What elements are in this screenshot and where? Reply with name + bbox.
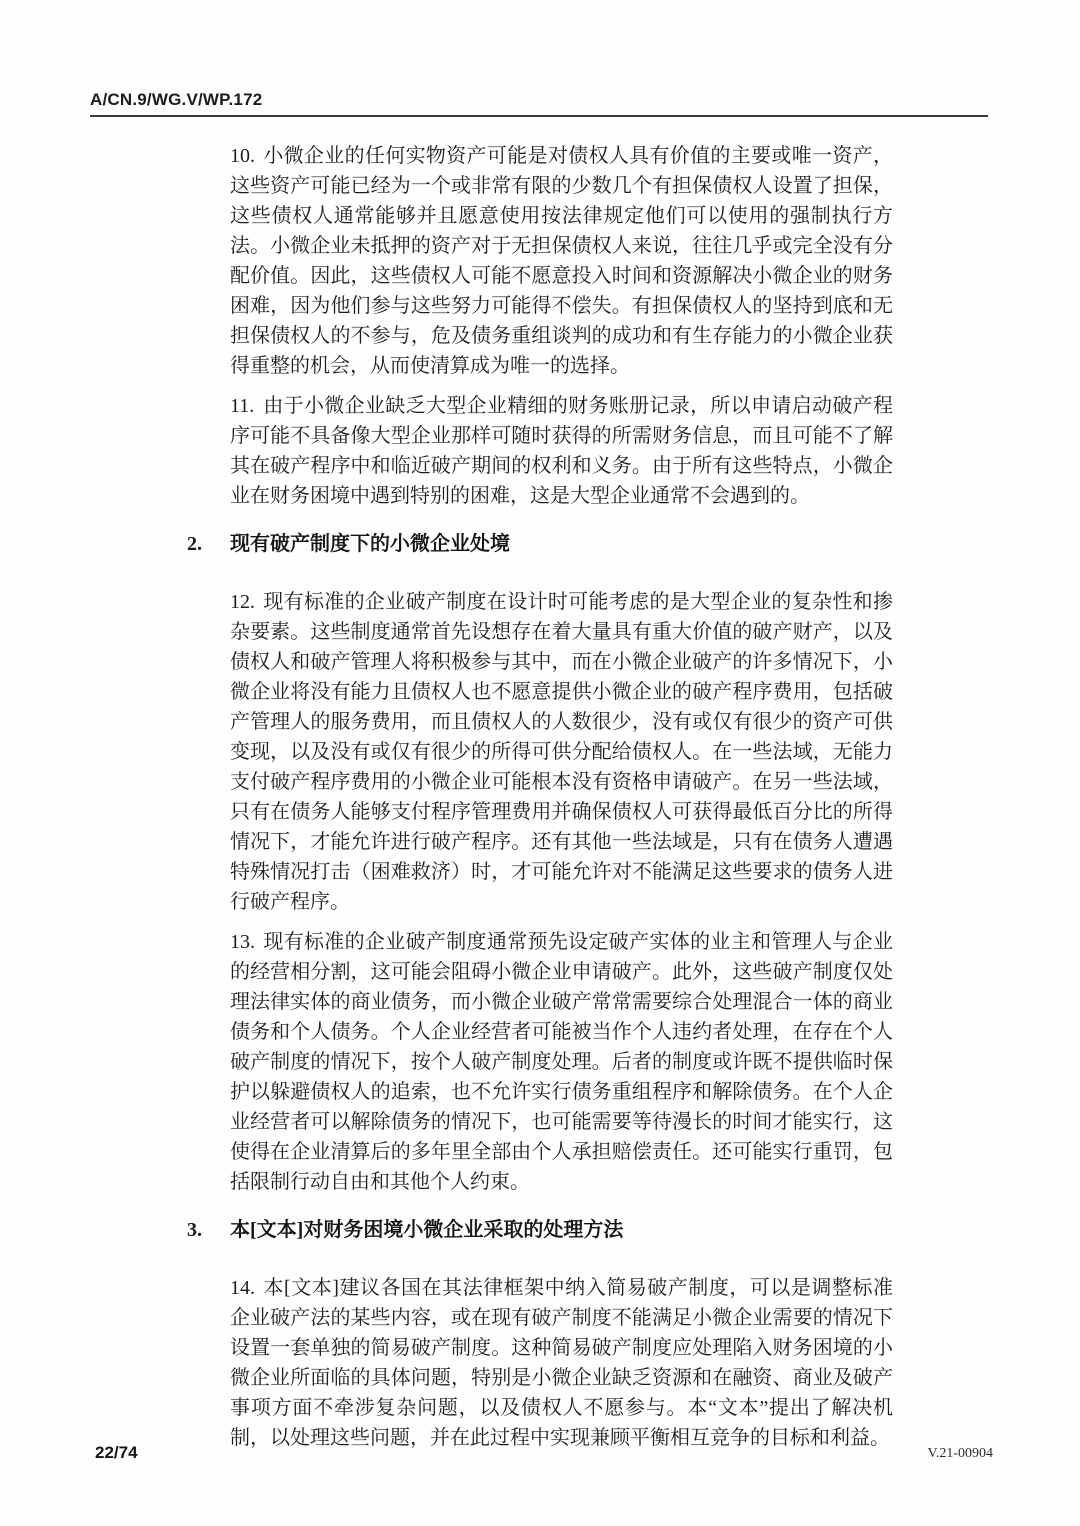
section-heading-3 <box>187 1215 893 1245</box>
section-2-title: 现有破产制度下的小微企业处境 <box>230 533 510 555</box>
paragraph-12 <box>230 587 893 917</box>
document-symbol: A/CN.9/WG.V/WP.172 <box>90 90 263 109</box>
paragraph-12-number: 12. <box>230 591 255 613</box>
paragraph-10-text: 小微企业的任何实物资产可能是对债权人具有价值的主要或唯一资产，这些资产可能已经为一个或非常有限的少数几个有担保债权人设置了担保，这些债权人通常能够并且愿意使用按法律规定他们可以使用的强制执行方法。小微企业未抵押的资产对于无担保债权人来说，往往几乎或完全没有分配价值。因此，这些债权人可能不愿意投入时间和资源解决小微企业的财务困难，因为他们参与这些努力可能得不偿失。有担保债权人的坚持到底和无担保债权人的不参与，危及债务重组谈判的成功和有生存能力的小微企业获得重整的机会，从而使清算成为唯一的选择。 <box>230 145 893 377</box>
paragraph-13 <box>230 927 893 1197</box>
header-rule <box>90 115 988 117</box>
document-id: V.21-00904 <box>927 1446 993 1461</box>
paragraph-13-text: 现有标准的企业破产制度通常预先设定破产实体的业主和管理人与企业的经营相分割，这可能会阻碍小微企业申请破产。此外，这些破产制度仅处理法律实体的商业债务，而小微企业破产常常需要综合处理混合一体的商业债务和个人债务。个人企业经营者可能被当作个人违约者处理，在存在个人破产制度的情况下，按个人破产制度处理。后者的制度或许既不提供临时保护以躲避债权人的追索，也不允许实行债务重组程序和解除债务。在个人企业经营者可以解除债务的情况下，也可能需要等待漫长的时间才能实行，这使得在企业清算后的多年里全部由个人承担赔偿责任。还可能实行重罚，包括限制行动自由和其他个人约束。 <box>230 931 893 1193</box>
paragraph-10 <box>230 141 893 381</box>
paragraph-13-number: 13. <box>230 931 255 953</box>
page-number: 22/74 <box>95 1443 138 1462</box>
paragraph-14 <box>230 1273 893 1453</box>
section-3-title: 本[文本]对财务困境小微企业采取的处理方法 <box>230 1219 624 1241</box>
paragraph-14-number: 14. <box>230 1277 255 1299</box>
paragraph-12-text: 现有标准的企业破产制度在设计时可能考虑的是大型企业的复杂性和掺杂要素。这些制度通常首先设想存在着大量具有重大价值的破产财产，以及债权人和破产管理人将积极参与其中，而在小微企业破产的许多情况下，小微企业将没有能力且债权人也不愿意提供小微企业的破产程序费用，包括破产管理人的服务费用，而且债权人的人数很少，没有或仅有很少的资产可供变现，以及没有或仅有很少的所得可供分配给债权人。在一些法域，无能力支付破产程序费用的小微企业可能根本没有资格申请破产。在另一些法域，只有在债务人能够支付程序管理费用并确保债权人可获得最低百分比的所得情况下，才能允许进行破产程序。还有其他一些法域是，只有在债务人遭遇特殊情况打击（困难救济）时，才可能允许对不能满足这些要求的债务人进行破产程序。 <box>230 591 893 913</box>
section-2-number: 2. <box>187 533 202 555</box>
section-heading-2 <box>187 529 893 559</box>
page-header <box>90 90 988 117</box>
paragraph-11-text: 由于小微企业缺乏大型企业精细的财务账册记录，所以申请启动破产程序可能不具备像大型企业那样可随时获得的所需财务信息，而且可能不了解其在破产程序中和临近破产期间的权利和义务。由于所有这些特点，小微企业在财务困境中遇到特别的困难，这是大型企业通常不会遇到的。 <box>230 395 893 507</box>
document-body <box>187 141 893 1463</box>
paragraph-11 <box>230 391 893 511</box>
paragraph-14-text: 本[文本]建议各国在其法律框架中纳入简易破产制度，可以是调整标准企业破产法的某些内容，或在现有破产制度不能满足小微企业需要的情况下设置一套单独的简易破产制度。这种简易破产制度应处理陷入财务困境的小微企业所面临的具体问题，特别是小微企业缺乏资源和在融资、商业及破产事项方面不牵涉复杂问题，以及债权人不愿参与。本“文本”提出了解决机制，以处理这些问题，并在此过程中实现兼顾平衡相互竞争的目标和利益。 <box>230 1277 893 1449</box>
paragraph-10-number: 10. <box>230 145 255 167</box>
section-3-number: 3. <box>187 1219 202 1241</box>
paragraph-11-number: 11. <box>230 395 255 417</box>
